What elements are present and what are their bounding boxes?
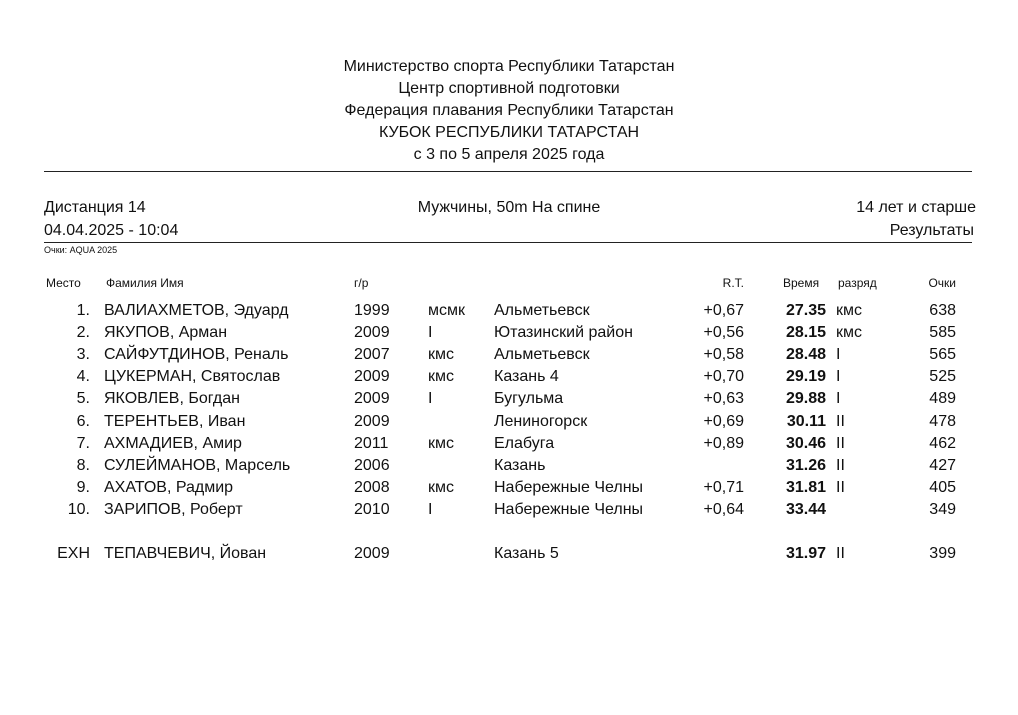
col-time: Время — [783, 276, 820, 290]
athlete-rank: кмс — [428, 346, 454, 363]
result-time: 28.48 — [785, 346, 826, 363]
birth-year: 2008 — [354, 479, 390, 496]
result-points: 489 — [929, 390, 956, 407]
result-points: 349 — [929, 501, 956, 518]
table-row — [0, 300, 1018, 322]
reaction-time: +0,63 — [703, 390, 744, 407]
result-points: 405 — [929, 479, 956, 496]
athlete-name: ВАЛИАХМЕТОВ, Эдуард — [104, 302, 289, 319]
result-place: 5. — [76, 390, 90, 407]
athlete-team: Ютазинский район — [494, 324, 633, 341]
table-row — [0, 477, 1018, 499]
event-datetime: 04.04.2025 - 10:04 — [44, 222, 179, 239]
birth-year: 2007 — [354, 346, 390, 363]
reaction-time: +0,64 — [703, 501, 744, 518]
reaction-time: +0,56 — [703, 324, 744, 341]
table-row — [0, 322, 1018, 344]
reaction-time: +0,69 — [703, 413, 744, 430]
reaction-time: +0,71 — [703, 479, 744, 496]
birth-year: 2009 — [354, 368, 390, 385]
result-points: 478 — [929, 413, 956, 430]
col-rt: R.T. — [722, 276, 744, 290]
header-competition: КУБОК РЕСПУБЛИКИ ТАТАРСТАН — [378, 124, 640, 141]
athlete-team: Альметьевск — [494, 346, 590, 363]
event-age-group: 14 лет и старше — [856, 199, 976, 216]
athlete-team: Казань — [494, 457, 546, 474]
result-category: I — [836, 368, 841, 385]
result-points: 399 — [929, 545, 956, 562]
result-place: 2. — [76, 324, 90, 341]
result-time: 28.15 — [785, 324, 826, 341]
col-place: Место — [46, 276, 81, 290]
event-distance: Дистанция 14 — [44, 199, 146, 216]
result-place: 7. — [76, 435, 90, 452]
result-time: 29.19 — [785, 368, 826, 385]
athlete-name: ЯКОВЛЕВ, Богдан — [104, 390, 240, 407]
header-dates: с 3 по 5 апреля 2025 года — [413, 146, 605, 163]
athlete-rank: кмс — [428, 368, 454, 385]
result-category: кмс — [836, 302, 862, 319]
athlete-team: Набережные Челны — [494, 479, 644, 496]
table-row — [0, 433, 1018, 455]
header-divider — [44, 171, 972, 172]
result-category: кмс — [836, 324, 862, 341]
col-category: разряд — [838, 276, 877, 290]
table-row — [0, 388, 1018, 410]
result-time: 30.11 — [786, 413, 826, 430]
result-place: ЕХН — [57, 545, 90, 562]
result-place: 6. — [76, 413, 90, 430]
athlete-team: Набережные Челны — [494, 501, 644, 518]
exhibition-row — [0, 543, 1018, 565]
birth-year: 2006 — [354, 457, 390, 474]
result-category: II — [836, 435, 845, 452]
athlete-rank: I — [428, 501, 433, 518]
athlete-team: Елабуга — [494, 435, 555, 452]
birth-year: 2010 — [354, 501, 390, 518]
birth-year: 1999 — [354, 302, 390, 319]
birth-year: 2011 — [354, 435, 389, 452]
event-title: Мужчины, 50m На спине — [417, 199, 601, 216]
col-points: Очки — [928, 276, 956, 290]
reaction-time: +0,70 — [703, 368, 744, 385]
col-name: Фамилия Имя — [106, 276, 184, 290]
result-category: II — [836, 545, 845, 562]
result-time: 27.35 — [785, 302, 826, 319]
athlete-rank: кмс — [428, 479, 454, 496]
event-divider — [44, 242, 972, 243]
reaction-time: +0,67 — [703, 302, 744, 319]
result-time: 30.46 — [785, 435, 826, 452]
athlete-name: ЗАРИПОВ, Роберт — [104, 501, 243, 518]
birth-year: 2009 — [354, 390, 390, 407]
athlete-name: ЦУКЕРМАН, Святослав — [104, 368, 281, 385]
athlete-team: Казань 4 — [494, 368, 559, 385]
athlete-rank: I — [428, 390, 433, 407]
athlete-name: АХАТОВ, Радмир — [104, 479, 234, 496]
header-ministry: Министерство спорта Республики Татарстан — [343, 58, 675, 75]
result-time: 31.97 — [785, 545, 826, 562]
header-federation: Федерация плавания Республики Татарстан — [344, 102, 674, 119]
result-category: I — [836, 390, 841, 407]
result-place: 8. — [76, 457, 90, 474]
reaction-time: +0,89 — [703, 435, 744, 452]
result-points: 565 — [929, 346, 956, 363]
result-points: 525 — [929, 368, 956, 385]
col-year: г/р — [354, 276, 369, 290]
birth-year: 2009 — [354, 324, 390, 341]
birth-year: 2009 — [354, 413, 390, 430]
athlete-rank: кмс — [428, 435, 454, 452]
table-row — [0, 344, 1018, 366]
result-points: 585 — [929, 324, 956, 341]
result-place: 4. — [76, 368, 90, 385]
table-row — [0, 455, 1018, 477]
points-note: Очки: AQUA 2025 — [44, 245, 118, 255]
athlete-team: Альметьевск — [494, 302, 590, 319]
athlete-name: ЯКУПОВ, Арман — [104, 324, 228, 341]
result-place: 10. — [67, 501, 90, 518]
athlete-rank: I — [428, 324, 433, 341]
result-category: II — [836, 457, 845, 474]
result-place: 9. — [76, 479, 90, 496]
result-time: 33.44 — [785, 501, 826, 518]
result-category: II — [836, 413, 845, 430]
table-row — [0, 411, 1018, 433]
result-points: 427 — [929, 457, 956, 474]
result-time: 29.88 — [785, 390, 826, 407]
result-place: 1. — [76, 302, 90, 319]
athlete-team: Бугульма — [494, 390, 564, 407]
table-row — [0, 366, 1018, 388]
athlete-rank: мсмк — [428, 302, 465, 319]
result-category: II — [836, 479, 845, 496]
athlete-name: АХМАДИЕВ, Амир — [104, 435, 242, 452]
athlete-team: Казань 5 — [494, 545, 559, 562]
result-place: 3. — [76, 346, 90, 363]
athlete-name: ТЕПАВЧЕВИЧ, Йован — [104, 545, 267, 562]
reaction-time: +0,58 — [703, 346, 744, 363]
athlete-team: Лениногорск — [494, 413, 588, 430]
result-category: I — [836, 346, 841, 363]
result-time: 31.81 — [785, 479, 826, 496]
birth-year: 2009 — [354, 545, 390, 562]
athlete-name: СУЛЕЙМАНОВ, Марсель — [104, 457, 291, 474]
table-row — [0, 499, 1018, 521]
result-points: 638 — [929, 302, 956, 319]
header-center: Центр спортивной подготовки — [398, 80, 620, 97]
athlete-name: САЙФУТДИНОВ, Реналь — [104, 346, 289, 363]
result-time: 31.26 — [785, 457, 826, 474]
result-points: 462 — [929, 435, 956, 452]
athlete-name: ТЕРЕНТЬЕВ, Иван — [104, 413, 246, 430]
event-doc-type: Результаты — [889, 222, 974, 239]
